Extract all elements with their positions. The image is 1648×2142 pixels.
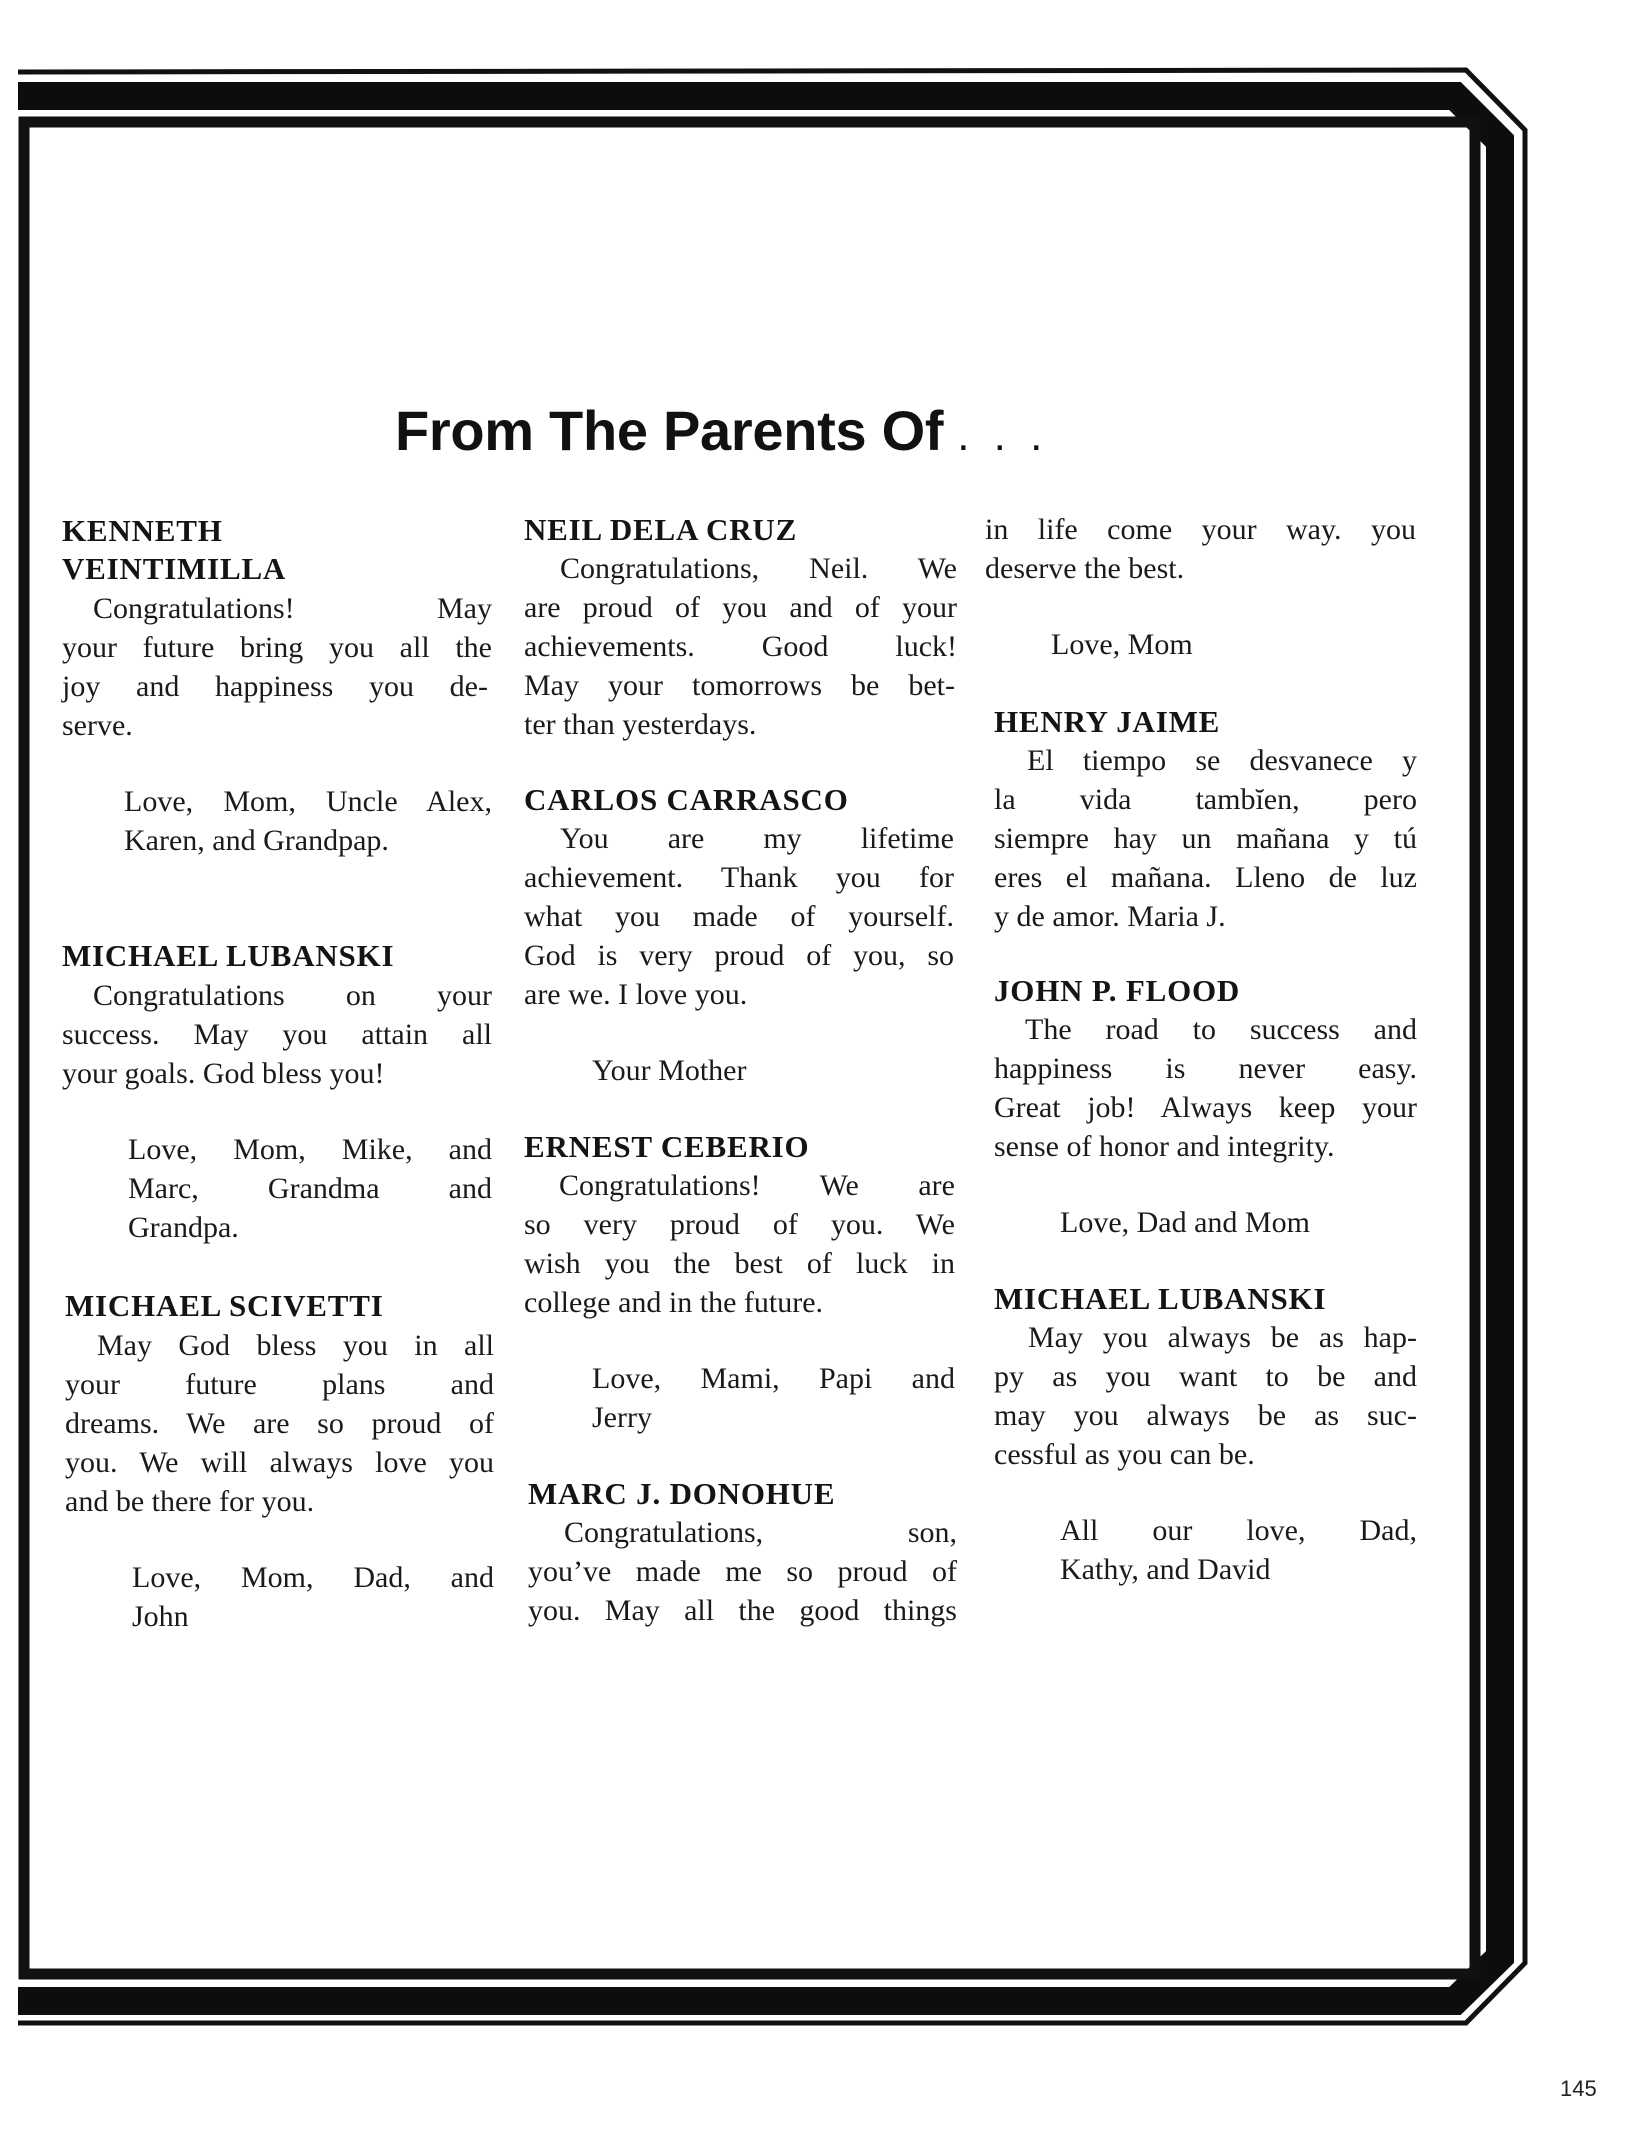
entry-message-line: dreams. We are so proud of [65, 1407, 494, 1440]
entry-name: ERNEST CEBERIO [524, 1129, 810, 1164]
entry-message-line: your future plans and [65, 1368, 494, 1401]
entry-signature-line: Love, Mami, Papi and [592, 1362, 955, 1395]
title-ellipsis: . . . [957, 411, 1049, 460]
entry-message-line: la vida tambĭen, pero [994, 783, 1417, 816]
entry-message-line: Congratulations! May [93, 592, 492, 625]
page-title [395, 398, 1155, 478]
entry-message-line: wish you the best of luck in [524, 1247, 955, 1280]
entry-message-line: you’ve made me so proud of [528, 1555, 957, 1588]
entry-message-line: eres el mañana. Lleno de luz [994, 861, 1417, 894]
entry-name: MICHAEL LUBANSKI [62, 938, 395, 973]
entry-message-line: God is very proud of you, so [524, 939, 954, 972]
entry-message-line: y de amor. Maria J. [994, 900, 1226, 933]
entry-message-line: you. May all the good things [528, 1594, 957, 1627]
entry-name: CARLOS CARRASCO [524, 782, 849, 817]
entry-name: VEINTIMILLA [62, 551, 287, 586]
entry-message-line: in life come your way. you [985, 513, 1416, 546]
entry-message-line: may you always be as suc- [994, 1399, 1417, 1432]
entry-message-line: you. We will always love you [65, 1446, 494, 1479]
entry-message-line: ter than yesterdays. [524, 708, 757, 741]
entry-message-line: college and in the future. [524, 1286, 824, 1319]
entry-message-line: Great job! Always keep your [994, 1091, 1417, 1124]
page-number: 145 [1560, 2076, 1597, 2101]
entry-message-line: are proud of you and of your [524, 591, 957, 624]
entry-signature-line: All our love, Dad, [1060, 1514, 1417, 1547]
entry-message-line: May your tomorrows be bet- [524, 669, 955, 702]
entry-message-line: are we. I love you. [524, 978, 748, 1011]
entry-name: NEIL DELA CRUZ [524, 512, 798, 547]
entry-message-line: Congratulations! We are [559, 1169, 955, 1202]
entry-message-line: py as you want to be and [994, 1360, 1417, 1393]
entry-message-line: May you always be as hap- [1028, 1321, 1417, 1354]
entry-message-line: what you made of yourself. [524, 900, 954, 933]
entry-name: KENNETH [62, 513, 223, 548]
entry-message-line: your future bring you all the [62, 631, 492, 664]
entry-signature-line: Jerry [592, 1401, 652, 1434]
entry-signature-line: Grandpa. [128, 1211, 239, 1244]
entry-name: JOHN P. FLOOD [994, 973, 1241, 1008]
entry-message-line: so very proud of you. We [524, 1208, 955, 1241]
entry-signature-line: Love, Mom [1051, 628, 1193, 661]
entry-signature-line: Your Mother [592, 1054, 747, 1087]
entry-message-line: The road to success and [1025, 1013, 1417, 1046]
entry-message-line: achievement. Thank you for [524, 861, 954, 894]
entry-message-line: your goals. God bless you! [62, 1057, 385, 1090]
entry-message-line: joy and happiness you de- [62, 670, 488, 703]
entry-name: MICHAEL SCIVETTI [65, 1288, 384, 1323]
entry-message-line: happiness is never easy. [994, 1052, 1417, 1085]
entry-signature-line: Karen, and Grandpap. [124, 824, 389, 857]
entry-message-line: El tiempo se desvanece y [1027, 744, 1417, 777]
entry-signature-line: Love, Mom, Mike, and [128, 1133, 492, 1166]
entry-message-line: deserve the best. [985, 552, 1185, 585]
entry-signature-line: John [132, 1600, 189, 1633]
entry-signature-line: Love, Dad and Mom [1060, 1206, 1310, 1239]
entry-signature-line: Kathy, and David [1060, 1553, 1271, 1586]
entry-name: MARC J. DONOHUE [528, 1476, 836, 1511]
entry-message-line: serve. [62, 709, 133, 742]
entry-message-line: sense of honor and integrity. [994, 1130, 1335, 1163]
entry-signature-line: Marc, Grandma and [128, 1172, 492, 1205]
entry-message-line: Congratulations, Neil. We [560, 552, 957, 585]
entry-name: HENRY JAIME [994, 704, 1221, 739]
entry-message-line: success. May you attain all [62, 1018, 492, 1051]
entry-message-line: cessful as you can be. [994, 1438, 1255, 1471]
entry-message-line: May God bless you in all [97, 1329, 494, 1362]
entry-message-line: and be there for you. [65, 1485, 315, 1518]
entry-name: MICHAEL LUBANSKI [994, 1281, 1327, 1316]
entry-message-line: Congratulations, son, [564, 1516, 957, 1549]
entry-message-line: siempre hay un mañana y tú [994, 822, 1417, 855]
entry-message-line: achievements. Good luck! [524, 630, 957, 663]
entry-message-line: You are my lifetime [560, 822, 954, 855]
title-text: From The Parents Of [395, 399, 944, 462]
entry-signature-line: Love, Mom, Dad, and [132, 1561, 494, 1594]
entry-signature-line: Love, Mom, Uncle Alex, [124, 785, 492, 818]
entry-message-line: Congratulations on your [93, 979, 492, 1012]
